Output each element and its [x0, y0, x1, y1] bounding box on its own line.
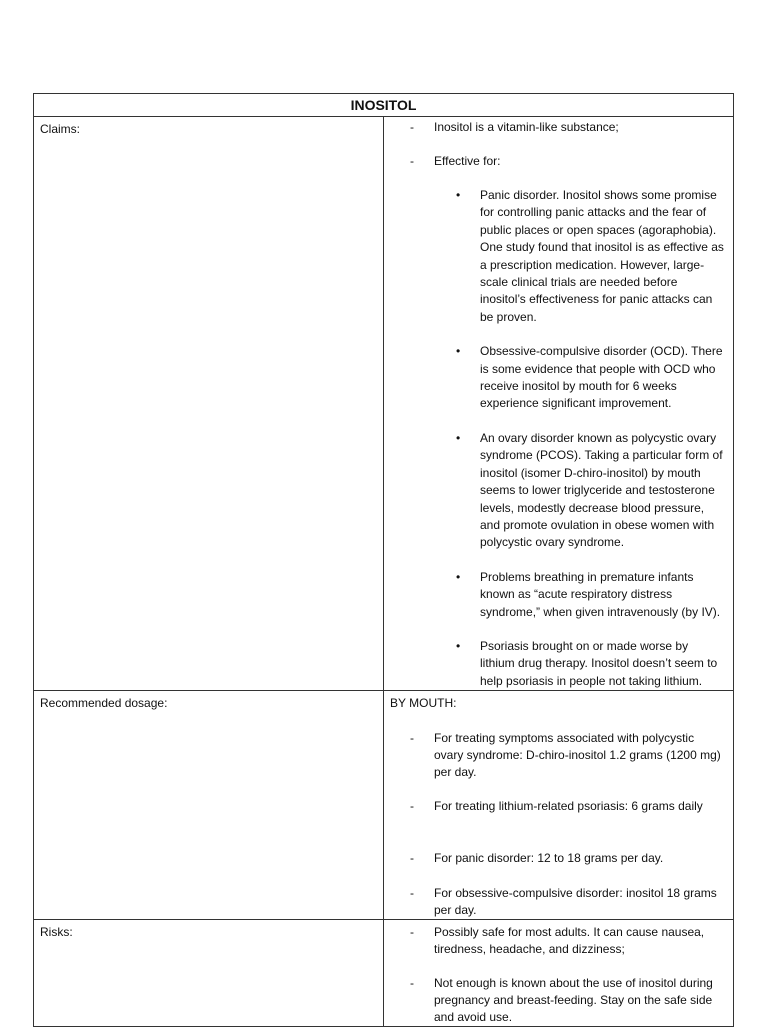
claims-bullet-text: Obsessive-compulsive disorder (OCD). There is some evidence that people with OCD who receive inositol by mouth for 6 weeks experience significant improvement.	[480, 344, 723, 411]
claims-item-text: Inositol is a vitamin-like substance;	[434, 120, 619, 134]
dash-marker: -	[410, 154, 414, 168]
dash-marker: -	[410, 925, 414, 940]
dash-marker: -	[410, 976, 414, 991]
dash-marker: -	[410, 120, 414, 134]
risks-content	[384, 920, 734, 1027]
dash-marker: -	[410, 851, 414, 866]
claims-content	[384, 117, 734, 691]
risks-item-text: Possibly safe for most adults. It can cause nausea, tiredness, headache, and dizziness;	[434, 925, 705, 957]
risks-item	[384, 924, 725, 958]
dosage-item-text: For panic disorder: 12 to 18 grams per day.	[434, 851, 664, 866]
claims-bullet-text: An ovary disorder known as polycystic ovary syndrome (PCOS). Taking a particular form of inositol (isomer D-chiro-inositol) by mouth seems to lower triglyceride and testosterone levels, modestly decrease blood pressure, and promote ovulation in obese women with polycystic ovary syndrome.	[480, 430, 723, 550]
table-title: INOSITOL	[34, 94, 734, 117]
risks-row	[34, 920, 734, 1027]
bullet-marker: •	[456, 344, 461, 359]
dosage-label: Recommended dosage:	[34, 691, 384, 920]
claims-row	[34, 117, 734, 691]
claims-bullet	[384, 638, 725, 690]
dosage-heading: BY MOUTH:	[390, 696, 457, 711]
dash-marker: -	[410, 731, 414, 746]
claims-bullet	[384, 430, 725, 552]
claims-bullet	[384, 343, 725, 413]
risks-item	[384, 975, 725, 1026]
claims-bullet-text: Psoriasis brought on or made worse by lithium drug therapy. Inositol doesn’t seem to help psoriasis in people not taking lithium.	[480, 638, 718, 688]
claims-bullet-text: Problems breathing in premature infants known as “acute respiratory distress syndrome,” when given intravenously (by IV).	[480, 569, 721, 619]
risks-label: Risks:	[34, 920, 384, 1027]
dash-marker: -	[410, 886, 414, 901]
bullet-marker: •	[456, 188, 461, 202]
bullet-marker: •	[456, 569, 461, 584]
claims-item	[384, 119, 725, 136]
claims-bullet	[384, 187, 725, 326]
dash-marker: -	[410, 799, 414, 814]
dosage-row	[34, 691, 734, 920]
dosage-item-text: For treating symptoms associated with polycystic ovary syndrome: D-chiro-inositol 1.2 grams (1200 mg) per day.	[434, 731, 721, 780]
dosage-item	[384, 730, 725, 781]
dosage-item	[384, 885, 725, 919]
dosage-item	[384, 850, 725, 867]
dosage-item-text: For treating lithium-related psoriasis: 6 grams daily	[434, 799, 703, 814]
claims-label: Claims:	[34, 117, 384, 691]
dosage-item-text: For obsessive-compulsive disorder: inositol 18 grams per day.	[434, 886, 717, 918]
claims-item	[384, 153, 725, 170]
bullet-marker: •	[456, 638, 461, 653]
bullet-marker: •	[456, 430, 461, 445]
claims-item-text: Effective for:	[434, 154, 501, 168]
claims-bullet-text: Panic disorder. Inositol shows some promise for controlling panic attacks and the fear of public places or open spaces (agoraphobia). One study found that inositol is as effective as a prescription medication. However, large-scale clinical trials are needed before inositol’s effectiveness for panic attacks can be proven.	[480, 188, 724, 324]
dosage-item	[384, 798, 725, 815]
claims-bullet	[384, 569, 725, 621]
inositol-table	[33, 93, 734, 1027]
risks-item-text: Not enough is known about the use of inositol during pregnancy and breast-feeding. Stay on the safe side and avoid use.	[434, 976, 713, 1025]
dosage-content	[384, 691, 734, 920]
